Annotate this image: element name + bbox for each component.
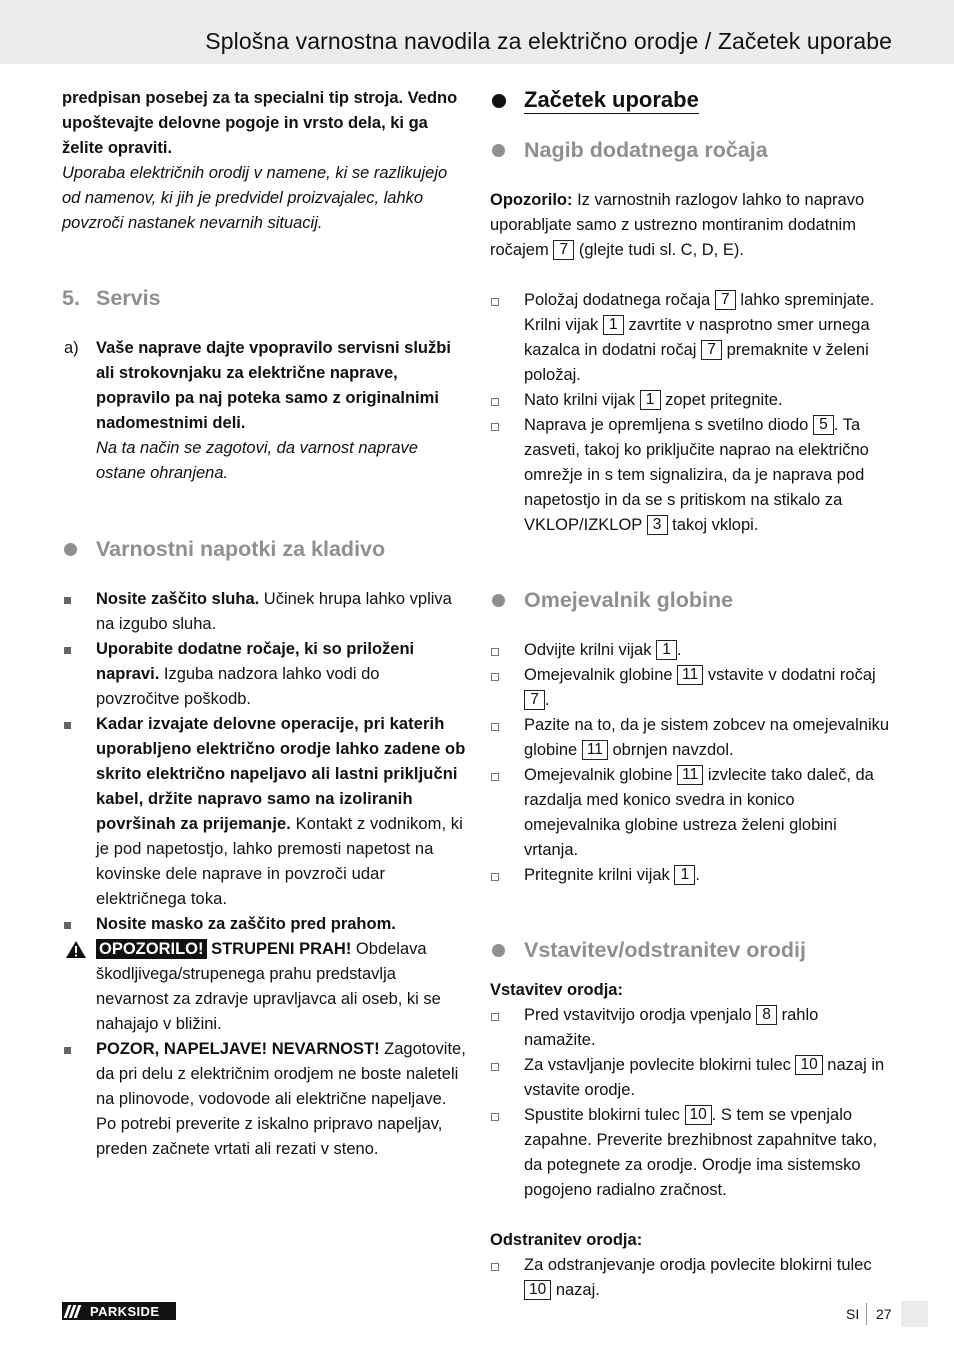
depth-step-1: Odvijte krilni vijak 1 . <box>490 638 890 663</box>
page-corner-box <box>901 1301 928 1327</box>
square-bullet-icon <box>64 1047 71 1054</box>
part-ref: 10 <box>795 1055 822 1075</box>
page-number: 27 <box>876 1306 892 1322</box>
warning-triangle-icon <box>65 940 87 959</box>
incline-step-3: Naprava je opremljena s svetilno diodo 5 . Ta zasveti, takoj ko priključite naprao na električno omrežje in s tem signalizira, da je naprava pod napetostjo in da se s pritiskom na stikalo za VKLOP/IZKLOP 3 takoj vklopi. <box>490 413 890 538</box>
servis-heading <box>62 284 466 312</box>
part-ref: 1 <box>656 640 677 660</box>
checkbox-bullet-icon <box>491 673 499 681</box>
part-ref: 7 <box>524 690 545 710</box>
depth-step-4: Omejevalnik globine 11 izvlecite tako daleč, da razdalja med konico svedra in konico omejevalnika globine ustreza želeni globini vrtanja. <box>490 763 890 863</box>
hammer-item-5 <box>62 1037 466 1162</box>
hammer-item-1-text: Učinek hrupa lahko vpliva na izgubo sluha. <box>96 590 452 633</box>
intro-italic-text: Uporaba električnih orodij v namene, ki se razlikujejo od namenov, ki jih je predvidel proizvajalec, lahko povzroči nastanek nevarnih situacij. <box>62 164 448 232</box>
checkbox-bullet-icon <box>491 1263 499 1271</box>
bullet-dot-icon <box>492 94 506 108</box>
page-header <box>0 0 954 64</box>
part-ref: 8 <box>756 1005 777 1025</box>
bullet-dot-icon <box>492 944 505 957</box>
checkbox-bullet-icon <box>491 1063 499 1071</box>
incline-warning <box>490 188 890 263</box>
incline-step-2: Nato krilni vijak 1 zopet pritegnite. <box>490 388 890 413</box>
checkbox-bullet-icon <box>491 298 499 306</box>
hammer-item-4-bold: Nosite masko za zaščito pred prahom. <box>96 915 396 933</box>
part-ref: 7 <box>553 240 574 260</box>
depth-step-2: Omejevalnik globine 11 vstavite v dodatni ročaj 7 . <box>490 663 890 713</box>
footer-divider <box>866 1303 867 1325</box>
item-letter-a: a) <box>64 339 79 357</box>
square-bullet-icon <box>64 922 71 929</box>
dust-warning <box>62 937 466 1037</box>
remove-step-1: Za odstranjevanje orodja povlecite blokirni tulec 10 nazaj. <box>490 1253 890 1303</box>
hammer-item-2-text: Izguba nadzora lahko vodi do povzročitve poškodb. <box>96 665 380 708</box>
square-bullet-icon <box>64 647 71 654</box>
checkbox-bullet-icon <box>491 1113 499 1121</box>
dust-warning-bold: STRUPENI PRAH! <box>206 940 352 958</box>
depth-step-3: Pazite na to, da je sistem zobcev na omejevalniku globine 11 obrnjen navzdol. <box>490 713 890 763</box>
bullet-dot-icon <box>64 543 77 556</box>
hammer-item-4 <box>62 912 466 937</box>
incline-step-1: Položaj dodatnega ročaja 7 lahko spreminjate. Krilni vijak 1 zavrtite v nasprotno smer urnega kazalca in dodatni ročaj 7 premaknite v želeni položaj. <box>490 288 890 388</box>
remove-label: Odstranitev orodja: <box>490 1231 643 1249</box>
language-code: SI <box>846 1306 860 1322</box>
logo-stripes-icon <box>62 1302 90 1320</box>
servis-number: 5. <box>62 286 80 310</box>
left-column <box>62 86 466 1162</box>
part-ref: 10 <box>685 1105 712 1125</box>
hammer-safety-heading <box>62 535 466 563</box>
intro-bold-text: predpisan posebej za ta specialni tip stroja. Vedno upoštevajte delovne pogoje in vrsto dela, ki ga želite opraviti. <box>62 89 458 157</box>
part-ref: 11 <box>677 765 703 785</box>
incline-title: Nagib dodatnega ročaja <box>524 138 768 162</box>
hammer-item-5-text: Zagotovite, da pri delu z električnim orodjem ne boste naleteli na plinovode, vodovode ali električne napeljave. Po potrebi preverite z iskalno pripravo napeljav, preden začnete vrtati ali rezati v steno. <box>96 1040 466 1158</box>
servis-item-a <box>62 336 466 486</box>
hammer-item-1 <box>62 587 466 637</box>
checkbox-bullet-icon <box>491 1013 499 1021</box>
insert-step-1: Pred vstavitvijo orodja vpenjalo 8 rahlo namažite. <box>490 1003 890 1053</box>
checkbox-bullet-icon <box>491 423 499 431</box>
checkbox-bullet-icon <box>491 773 499 781</box>
incline-warning-tail: (glejte tudi sl. C, D, E). <box>574 241 744 259</box>
checkbox-bullet-icon <box>491 873 499 881</box>
servis-title: Servis <box>96 286 161 310</box>
part-ref: 7 <box>701 340 722 360</box>
part-ref: 11 <box>677 665 703 685</box>
hammer-item-2-bold: Uporabite dodatne ročaje, ki so priloženi napravi. <box>96 640 415 683</box>
depth-title: Omejevalnik globine <box>524 588 734 612</box>
incline-warning-text: Iz varnostnih razlogov lahko to napravo uporabljate samo z ustrezno montiranim dodatnim ročajem <box>490 191 865 259</box>
bullet-dot-icon <box>492 144 505 157</box>
part-ref: 5 <box>813 415 834 435</box>
incline-heading <box>490 136 890 164</box>
hammer-item-1-bold: Nosite zaščito sluha. <box>96 590 260 608</box>
part-ref: 3 <box>647 515 668 535</box>
page-title: Splošna varnostna navodila za električno orodje / Začetek uporabe <box>205 28 892 54</box>
square-bullet-icon <box>64 722 71 729</box>
insert-label: Vstavitev orodja: <box>490 981 623 999</box>
depth-heading <box>490 586 890 614</box>
checkbox-bullet-icon <box>491 398 499 406</box>
part-ref: 1 <box>603 315 624 335</box>
part-ref: 7 <box>715 290 736 310</box>
part-ref: 10 <box>524 1280 551 1300</box>
hammer-item-5-bold: POZOR, NAPELJAVE! NEVARNOST! <box>96 1040 380 1058</box>
insert-step-3: Spustite blokirni tulec 10 . S tem se vpenjalo zapahne. Preverite brezhibnost zapahnitve tako, da potegnete za orodje. Orodje ima sistemsko pogojeno radialno zračnost. <box>490 1103 890 1203</box>
dust-warning-text: Obdelava škodljivega/strupenega prahu predstavlja nevarnost za zdravje upravljavca ali oseb, ki se nahajajo v bližini. <box>96 940 441 1033</box>
tools-heading <box>490 936 890 964</box>
right-column <box>490 86 890 1303</box>
checkbox-bullet-icon <box>491 648 499 656</box>
part-ref: 11 <box>582 740 608 760</box>
depth-step-5: Pritegnite krilni vijak 1 . <box>490 863 890 888</box>
start-heading <box>490 86 890 114</box>
part-ref: 1 <box>640 390 661 410</box>
start-title: Začetek uporabe <box>524 87 699 112</box>
part-ref: 1 <box>674 865 695 885</box>
hammer-safety-title: Varnostni napotki za kladivo <box>96 537 386 561</box>
bullet-dot-icon <box>492 594 505 607</box>
servis-item-italic: Na ta način se zagotovi, da varnost naprave ostane ohranjena. <box>96 439 418 482</box>
hammer-item-2 <box>62 637 466 712</box>
insert-step-2: Za vstavljanje povlecite blokirni tulec 10 nazaj in vstavite orodje. <box>490 1053 890 1103</box>
tools-title: Vstavitev/odstranitev orodij <box>524 938 806 962</box>
incline-warning-label: Opozorilo: <box>490 191 573 209</box>
servis-item-bold: Vaše naprave dajte vpopravilo servisni službi ali strokovnjaku za električne naprave, popravilo pa naj poteka samo z originalnimi nadomestnimi deli. <box>96 339 451 432</box>
hammer-item-3 <box>62 712 466 912</box>
hammer-item-3-bold: Kadar izvajate delovne operacije, pri katerih uporabljeno električno orodje lahko zadene ob skrito električno napeljavo ali lastni priključni kabel, držite napravo samo na izoliranih površinah za prijemanje. <box>96 715 466 833</box>
warning-badge: OPOZORILO! <box>96 939 207 959</box>
brand-logo <box>62 1302 176 1320</box>
hammer-item-3-text: Kontakt z vodnikom, ki je pod napetostjo, lahko premosti napetost na kovinske dele naprave in povzroči udar električnega toka. <box>96 815 463 908</box>
square-bullet-icon <box>64 597 71 604</box>
checkbox-bullet-icon <box>491 723 499 731</box>
brand-name: PARKSIDE <box>90 1303 160 1319</box>
